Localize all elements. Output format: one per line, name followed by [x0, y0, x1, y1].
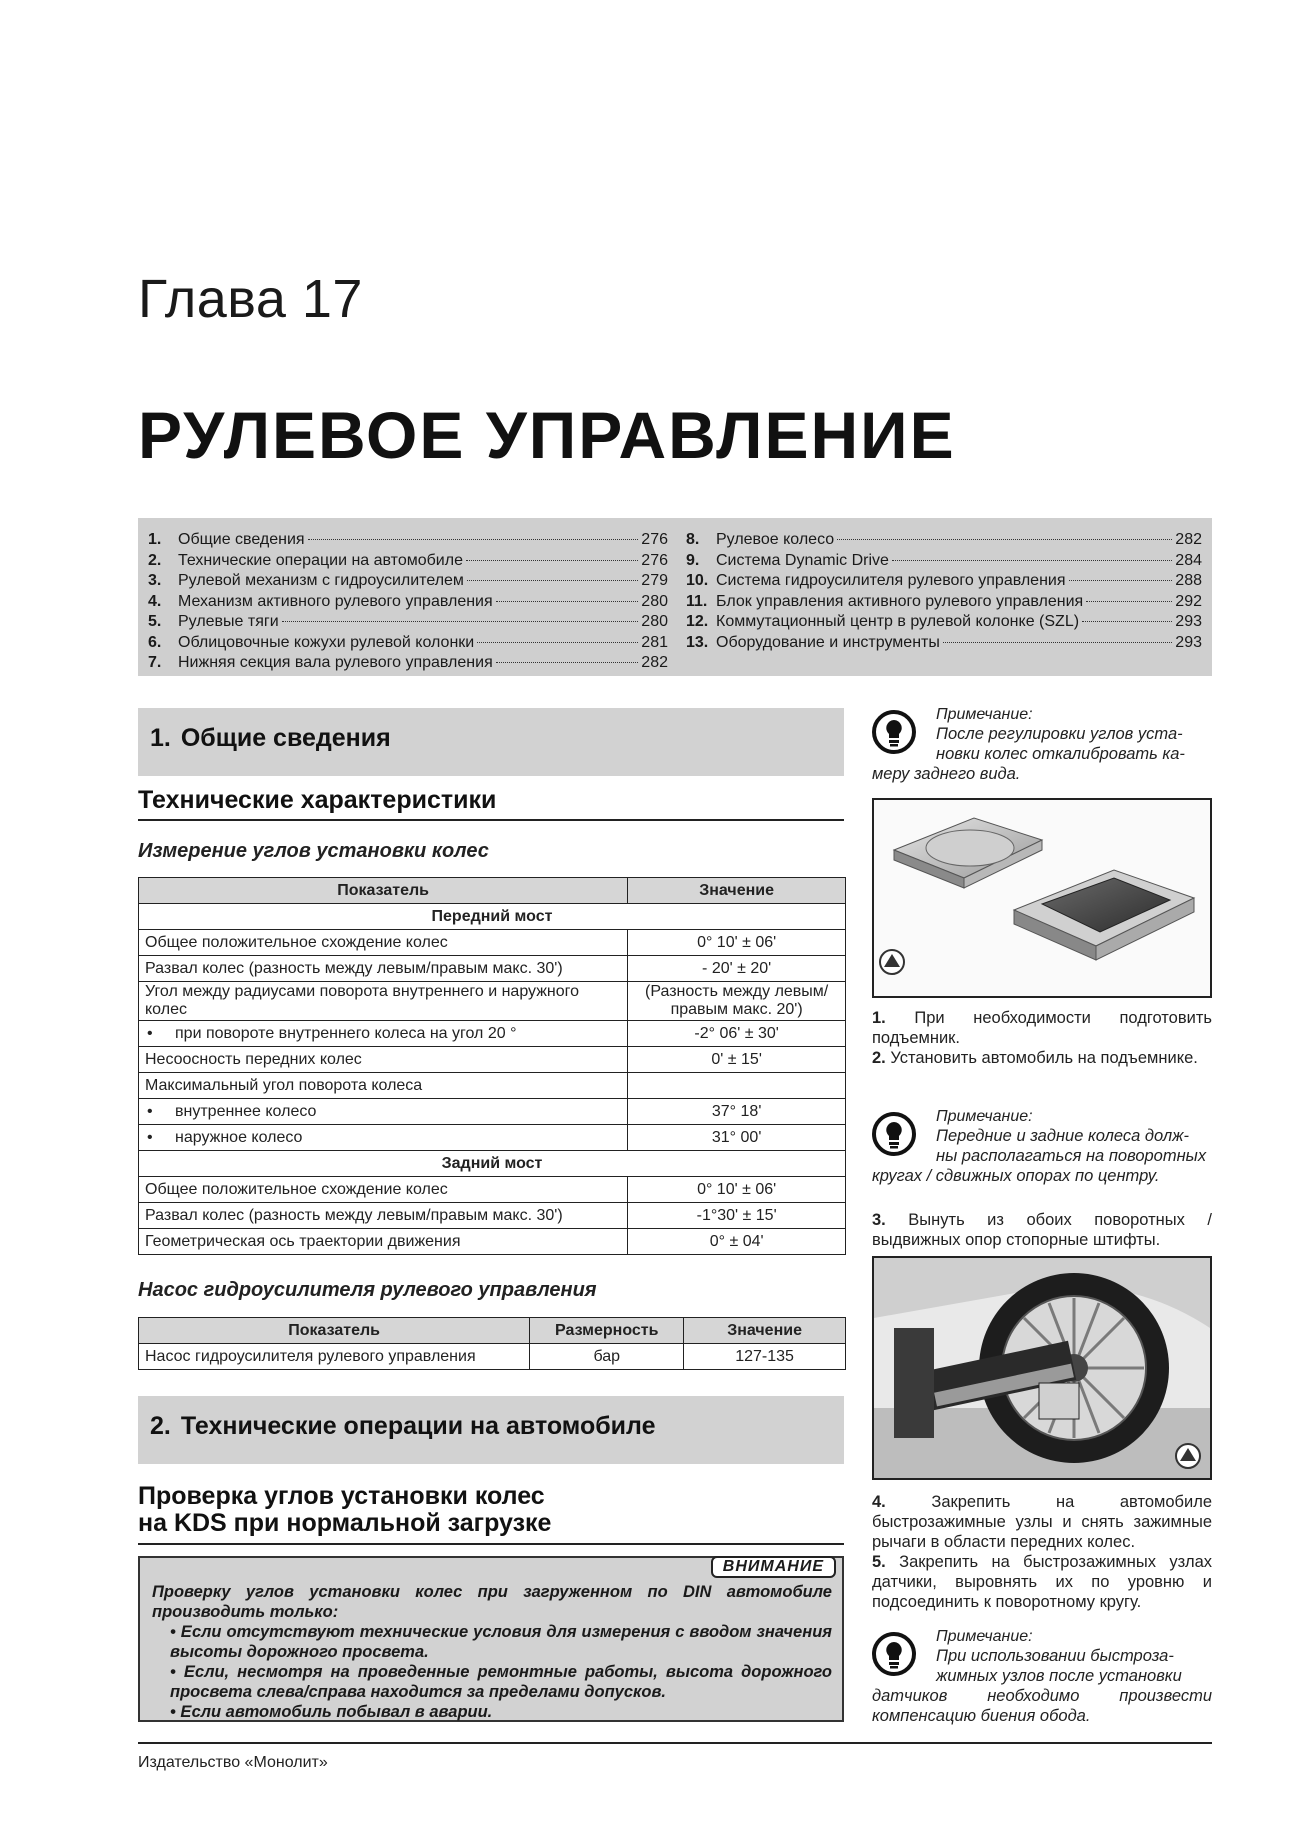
note-label: Примечание:: [936, 1108, 1033, 1125]
row-label: Угол между радиусами поворота внутреннего и наружного колес: [139, 982, 628, 1021]
note-text: [872, 1126, 1212, 1186]
note-label: Примечание:: [936, 1628, 1033, 1645]
toc-item[interactable]: [148, 530, 668, 551]
toc-right-column: [686, 530, 1202, 653]
note-label: Примечание:: [936, 706, 1033, 723]
toc-page: 288: [1175, 572, 1202, 589]
lightbulb-icon: [872, 710, 916, 754]
toc-page: 280: [641, 613, 668, 630]
section-number: 2.: [150, 1412, 171, 1440]
column-header: Показатель: [139, 878, 628, 904]
toc-text: Рулевые тяги: [178, 613, 279, 630]
toc-dots: [496, 601, 639, 602]
row-label-cell: [139, 1021, 628, 1047]
lightbulb-icon: [872, 1112, 916, 1156]
alignment-table: [138, 877, 846, 1255]
row-label: Общее положительное схождение колес: [139, 930, 628, 956]
note-line: При использовании быстроза-: [936, 1647, 1174, 1665]
toc-text: Общие сведения: [178, 531, 305, 548]
table-row: [139, 956, 846, 982]
column-header: Значение: [628, 878, 846, 904]
toc-item[interactable]: [148, 571, 668, 592]
toc-dots: [308, 539, 639, 540]
toc-page: 282: [1175, 531, 1202, 548]
step-text: При необходимости подготовить подъемник.: [872, 1009, 1212, 1047]
row-label-cell: [139, 1099, 628, 1125]
group-label: Передний мост: [139, 904, 846, 930]
note: [872, 706, 1212, 784]
row-label: внутреннее колесо: [175, 1102, 317, 1120]
step-number: 2.: [872, 1049, 886, 1067]
row-label: Общее положительное схождение колес: [139, 1177, 628, 1203]
measure-heading: Измерение углов установки колес: [138, 840, 489, 862]
bullet-icon: •: [147, 1128, 153, 1146]
toc-item[interactable]: [686, 612, 1202, 633]
toc-num: 10.: [686, 572, 709, 589]
toc-num: 12.: [686, 613, 709, 630]
toc-dots: [282, 621, 639, 622]
chapter-title: РУЛЕВОЕ УПРАВЛЕНИЕ: [138, 398, 956, 472]
warning-intro: Проверку углов установки колес при загруженном по DIN автомобиле производить только:: [152, 1583, 832, 1621]
toc-page: 279: [641, 572, 668, 589]
toc-text: Облицовочные кожухи рулевой колонки: [178, 633, 475, 651]
group-row: [139, 1151, 846, 1177]
step: [872, 1048, 1212, 1068]
row-label: Развал колес (разность между левым/правым макс. 30'): [139, 956, 628, 982]
row-value: -1°30' ± 15': [628, 1203, 846, 1229]
section-header: [138, 1396, 844, 1464]
toc-num: 6.: [148, 633, 162, 651]
table-row: [139, 1073, 846, 1099]
step-number: 1.: [872, 1009, 886, 1027]
row-value: - 20' ± 20': [628, 956, 846, 982]
row-label: наружное колесо: [175, 1128, 303, 1146]
toc-item[interactable]: [686, 530, 1202, 551]
toc-num: 4.: [148, 592, 162, 610]
toc-dots: [1082, 621, 1172, 622]
toc-dots: [467, 580, 638, 581]
toc-num: 11.: [686, 592, 708, 610]
toc-text: Нижняя секция вала рулевого управления: [178, 654, 493, 671]
table-row: [139, 930, 846, 956]
table-row: [139, 1203, 846, 1229]
toc-text: Система Dynamic Drive: [716, 551, 889, 569]
table-row: [139, 1229, 846, 1255]
toc-num: 1.: [148, 531, 162, 548]
toc-item[interactable]: [148, 551, 668, 572]
toc-page: 292: [1175, 592, 1202, 610]
pump-table: [138, 1317, 846, 1370]
row-unit: бар: [530, 1344, 684, 1370]
toc-num: 5.: [148, 613, 162, 630]
toc-item[interactable]: [148, 592, 668, 613]
toc-num: 3.: [148, 572, 162, 589]
note: [872, 1108, 1212, 1186]
pump-heading: Насос гидроусилителя рулевого управления: [138, 1279, 597, 1301]
note: [872, 1628, 1212, 1726]
toc-text: Механизм активного рулевого управления: [178, 592, 493, 610]
step-text: Закрепить на автомобиле быстрозажимные узлы и снять зажимные рычаги в области передних колес.: [872, 1493, 1212, 1551]
toc-left-column: [148, 530, 668, 674]
toc-dots: [1069, 580, 1173, 581]
chapter-label: Глава 17: [138, 269, 363, 329]
table-row: [139, 1099, 846, 1125]
toc-text: Блок управления активного рулевого управления: [716, 592, 1084, 610]
toc-page: 276: [641, 551, 668, 569]
warning-item: • Если, несмотря на проведенные ремонтные работы, высота дорожного просвета слева/справа находится за пределами допусков.: [170, 1663, 832, 1701]
toc-item[interactable]: [148, 633, 668, 654]
warning-box: [138, 1556, 844, 1722]
table-row: [139, 1125, 846, 1151]
section-title: Общие сведения: [180, 724, 391, 752]
row-value: (Разность между левым/правым макс. 20'): [628, 982, 846, 1021]
turntable-illustration: [874, 800, 1210, 996]
toc-dots: [466, 560, 638, 561]
row-label: при повороте внутреннего колеса на угол 20 °: [175, 1024, 517, 1042]
step-text: Установить автомобиль на подъемнике.: [890, 1049, 1198, 1067]
bullet-icon: •: [147, 1102, 153, 1120]
row-label: Насос гидроусилителя рулевого управления: [139, 1344, 530, 1370]
row-value: [628, 1073, 846, 1099]
toc-item[interactable]: [148, 653, 668, 674]
table-header-row: [139, 878, 846, 904]
table-row: [139, 1344, 846, 1370]
bullet-icon: •: [147, 1024, 153, 1042]
step-number: 5.: [872, 1553, 886, 1571]
publisher-footer: Издательство «Монолит»: [138, 1754, 328, 1771]
wheel-clamp-illustration: [874, 1258, 1210, 1478]
section-number: 1.: [150, 724, 171, 752]
note-line: После регулировки углов уста-: [936, 725, 1183, 743]
toc-text: Рулевой механизм с гидроусилителем: [178, 572, 464, 589]
row-value: 0' ± 15': [628, 1047, 846, 1073]
figure-wheel-clamp: [872, 1256, 1212, 1480]
row-value: 0° ± 04': [628, 1229, 846, 1255]
toc-item[interactable]: [686, 551, 1202, 572]
footer-divider: [138, 1742, 1212, 1744]
note-line: ны располагаться на поворотных: [936, 1147, 1207, 1165]
toc-num: 7.: [148, 654, 162, 671]
column-header: Значение: [684, 1318, 846, 1344]
toc-page: 293: [1175, 633, 1202, 651]
table-row: [139, 1021, 846, 1047]
note-text: [872, 1646, 1212, 1726]
note-line: новки колес откалибровать ка-: [936, 745, 1185, 763]
toc-item[interactable]: [148, 612, 668, 633]
group-row: [139, 904, 846, 930]
table-row: [139, 982, 846, 1021]
row-value: 127-135: [684, 1344, 846, 1370]
toc-text: Оборудование и инструменты: [716, 633, 940, 651]
toc-item[interactable]: [686, 592, 1202, 613]
toc-item[interactable]: [686, 633, 1202, 654]
toc-page: 293: [1175, 613, 1202, 630]
warning-item: • Если отсутствуют технические условия для измерения с вводом значения высоты дорожного просвета.: [170, 1623, 832, 1661]
note-line: Передние и задние колеса долж-: [936, 1127, 1189, 1145]
toc-num: 13.: [686, 633, 709, 651]
row-label: Развал колес (разность между левым/правым макс. 30'): [139, 1203, 628, 1229]
note-line: жимных узлов после установки: [936, 1667, 1182, 1685]
step-text: Вынуть из обоих поворотных / выдвижных опор стопорные штифты.: [872, 1211, 1212, 1249]
toc-num: 8.: [686, 531, 700, 548]
column-header: Показатель: [139, 1318, 530, 1344]
toc-dots: [1086, 601, 1172, 602]
toc-dots: [837, 539, 1172, 540]
toc-page: 276: [641, 531, 668, 548]
group-label: Задний мост: [139, 1151, 846, 1177]
toc-text: Технические операции на автомобиле: [178, 551, 463, 569]
step: [872, 1492, 1212, 1552]
toc-page: 281: [641, 633, 668, 651]
step-number: 4.: [872, 1493, 886, 1511]
toc-num: 9.: [686, 551, 700, 569]
row-value: 0° 10' ± 06': [628, 930, 846, 956]
warning-badge: ВНИМАНИЕ: [711, 1556, 836, 1578]
row-label: Несоосность передних колес: [139, 1047, 628, 1073]
steps-group: [872, 1008, 1212, 1068]
step-text: Закрепить на быстрозажимных узлах датчики, выровнять их по уровню и подсоединить к поворотному кругу.: [872, 1553, 1213, 1611]
row-label: Геометрическая ось траектории движения: [139, 1229, 628, 1255]
row-label: Максимальный угол поворота колеса: [139, 1073, 628, 1099]
row-label-cell: [139, 1125, 628, 1151]
section-title: Технические операции на автомобиле: [180, 1412, 656, 1440]
toc-dots: [943, 642, 1172, 643]
warning-body: [152, 1582, 832, 1722]
toc-page: 284: [1175, 551, 1202, 569]
toc-item[interactable]: [686, 571, 1202, 592]
table-row: [139, 1177, 846, 1203]
toc-text: Коммутационный центр в рулевой колонке (SZL): [716, 613, 1080, 630]
table-of-contents: [138, 518, 1212, 676]
row-value: 31° 00': [628, 1125, 846, 1151]
note-text: [872, 724, 1212, 784]
toc-num: 2.: [148, 551, 162, 569]
toc-dots: [892, 560, 1172, 561]
figure-turntables: [872, 798, 1212, 998]
toc-page: 280: [641, 592, 668, 610]
step: [872, 1008, 1212, 1048]
row-value: 0° 10' ± 06': [628, 1177, 846, 1203]
step-number: 3.: [872, 1211, 886, 1229]
toc-dots: [496, 662, 639, 663]
steps-group: [872, 1492, 1212, 1612]
toc-dots: [477, 642, 638, 643]
row-value: 37° 18': [628, 1099, 846, 1125]
toc-text: Рулевое колесо: [716, 531, 835, 548]
lightbulb-icon: [872, 1632, 916, 1676]
note-line: датчиков необходимо произвести компенсацию биения обода.: [872, 1687, 1212, 1725]
step: [872, 1210, 1212, 1250]
column-header: Размерность: [530, 1318, 684, 1344]
toc-page: 282: [641, 654, 668, 671]
toc-text: Система гидроусилителя рулевого управления: [716, 572, 1066, 589]
tech-specs-heading: Технические характеристики: [138, 786, 844, 821]
table-header-row: [139, 1318, 846, 1344]
note-line: меру заднего вида.: [872, 765, 1021, 783]
row-value: -2° 06' ± 30': [628, 1021, 846, 1047]
check-heading-line: на KDS при нормальной загрузке: [138, 1509, 552, 1537]
warning-item: • Если автомобиль побывал в аварии.: [170, 1703, 493, 1721]
check-heading: [138, 1483, 844, 1545]
section-header: [138, 708, 844, 776]
note-line: кругах / сдвижных опорах по центру.: [872, 1167, 1160, 1185]
check-heading-line: Проверка углов установки колес: [138, 1482, 545, 1510]
steps-group: [872, 1210, 1212, 1250]
table-row: [139, 1047, 846, 1073]
step: [872, 1552, 1212, 1612]
